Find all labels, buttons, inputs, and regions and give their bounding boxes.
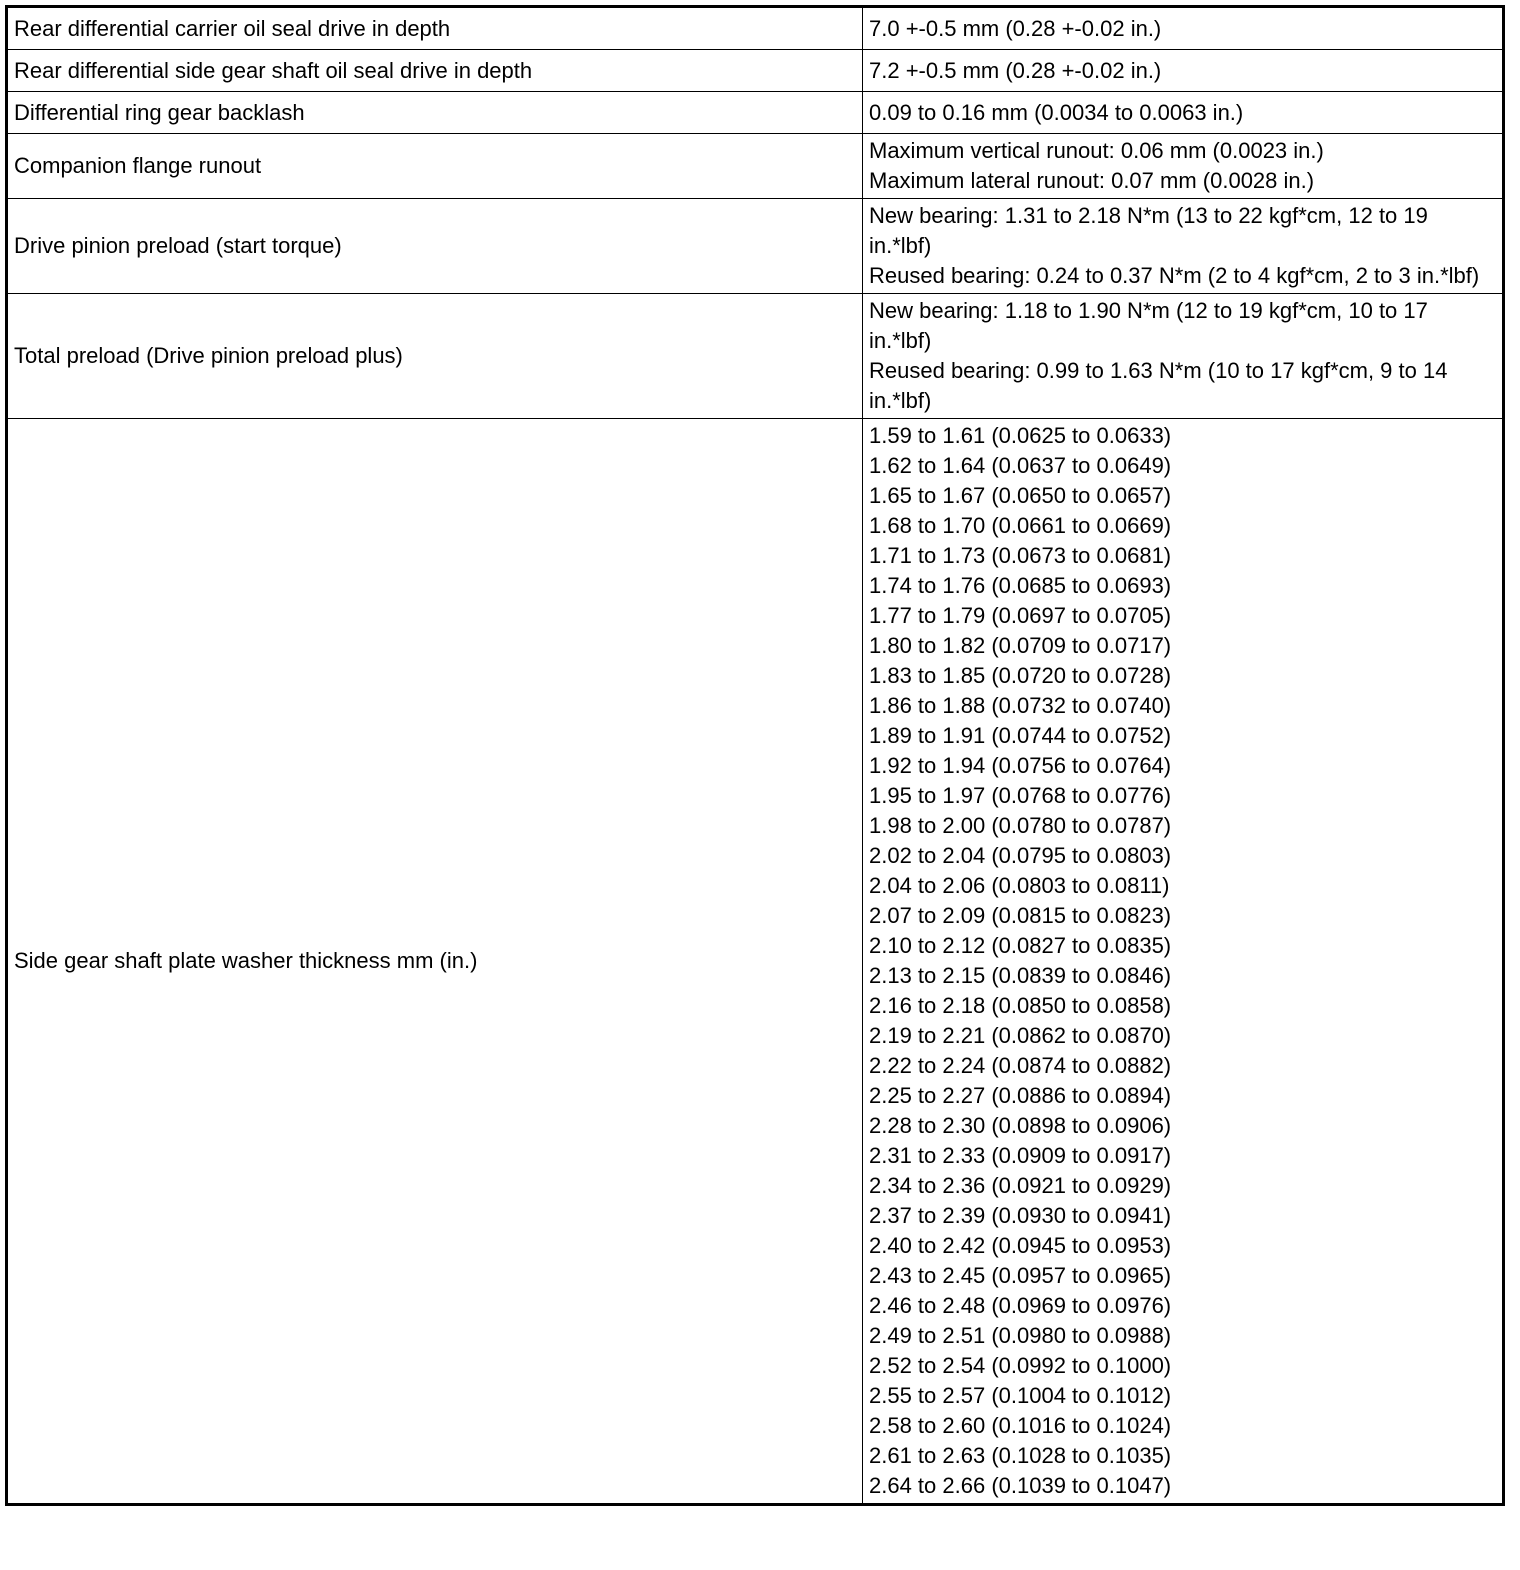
washer-thickness-line: 1.86 to 1.88 (0.0732 to 0.0740) <box>869 693 1172 718</box>
washer-thickness-line: 2.52 to 2.54 (0.0992 to 0.1000) <box>869 1353 1172 1378</box>
washer-thickness-line: 1.77 to 1.79 (0.0697 to 0.0705) <box>869 603 1172 628</box>
spec-table <box>5 5 1505 1506</box>
washer-thickness-line: 2.37 to 2.39 (0.0930 to 0.0941) <box>869 1203 1172 1228</box>
washer-thickness-line: 2.61 to 2.63 (0.1028 to 0.1035) <box>869 1443 1172 1468</box>
washer-thickness-line: 1.68 to 1.70 (0.0661 to 0.0669) <box>869 513 1172 538</box>
spec-value <box>863 294 1504 419</box>
spec-value: 7.2 +-0.5 mm (0.28 +-0.02 in.) <box>863 50 1504 92</box>
spec-value-line: New bearing: 1.18 to 1.90 N*m (12 to 19 kgf*cm, 10 to 17 in.*lbf) <box>869 298 1428 353</box>
table-row-ring-gear-backlash <box>7 92 1504 134</box>
spec-value-line: Reused bearing: 0.99 to 1.63 N*m (10 to 17 kgf*cm, 9 to 14 in.*lbf) <box>869 358 1448 413</box>
washer-thickness-line: 1.98 to 2.00 (0.0780 to 0.0787) <box>869 813 1172 838</box>
spec-value-line: New bearing: 1.31 to 2.18 N*m (13 to 22 kgf*cm, 12 to 19 in.*lbf) <box>869 203 1428 258</box>
spec-label: Rear differential side gear shaft oil seal drive in depth <box>7 50 863 92</box>
table-row-carrier-oil-seal-depth <box>7 7 1504 50</box>
table-row-drive-pinion-preload <box>7 199 1504 294</box>
table-row-side-gear-oil-seal-depth <box>7 50 1504 92</box>
washer-thickness-line: 1.95 to 1.97 (0.0768 to 0.0776) <box>869 783 1172 808</box>
washer-thickness-line: 2.04 to 2.06 (0.0803 to 0.0811) <box>869 873 1170 898</box>
spec-label: Companion flange runout <box>7 134 863 199</box>
washer-thickness-line: 2.25 to 2.27 (0.0886 to 0.0894) <box>869 1083 1172 1108</box>
washer-thickness-line: 1.65 to 1.67 (0.0650 to 0.0657) <box>869 483 1172 508</box>
washer-thickness-line: 1.62 to 1.64 (0.0637 to 0.0649) <box>869 453 1172 478</box>
washer-thickness-line: 2.55 to 2.57 (0.1004 to 0.1012) <box>869 1383 1172 1408</box>
washer-thickness-line: 2.43 to 2.45 (0.0957 to 0.0965) <box>869 1263 1172 1288</box>
washer-thickness-line: 1.83 to 1.85 (0.0720 to 0.0728) <box>869 663 1172 688</box>
spec-value-line: Reused bearing: 0.24 to 0.37 N*m (2 to 4 kgf*cm, 2 to 3 in.*lbf) <box>869 263 1480 288</box>
washer-thickness-line: 1.89 to 1.91 (0.0744 to 0.0752) <box>869 723 1172 748</box>
washer-thickness-line: 2.07 to 2.09 (0.0815 to 0.0823) <box>869 903 1172 928</box>
spec-label: Side gear shaft plate washer thickness mm (in.) <box>7 419 863 1505</box>
washer-thickness-line: 2.16 to 2.18 (0.0850 to 0.0858) <box>869 993 1172 1018</box>
washer-thickness-line: 1.59 to 1.61 (0.0625 to 0.0633) <box>869 423 1172 448</box>
spec-value: 0.09 to 0.16 mm (0.0034 to 0.0063 in.) <box>863 92 1504 134</box>
spec-value <box>863 134 1504 199</box>
washer-thickness-line: 2.40 to 2.42 (0.0945 to 0.0953) <box>869 1233 1172 1258</box>
spec-value: 7.0 +-0.5 mm (0.28 +-0.02 in.) <box>863 7 1504 50</box>
washer-thickness-line: 2.28 to 2.30 (0.0898 to 0.0906) <box>869 1113 1172 1138</box>
washer-thickness-line: 2.34 to 2.36 (0.0921 to 0.0929) <box>869 1173 1172 1198</box>
washer-thickness-line: 2.22 to 2.24 (0.0874 to 0.0882) <box>869 1053 1172 1078</box>
washer-thickness-line: 2.46 to 2.48 (0.0969 to 0.0976) <box>869 1293 1172 1318</box>
washer-thickness-line: 2.10 to 2.12 (0.0827 to 0.0835) <box>869 933 1172 958</box>
washer-thickness-line: 2.02 to 2.04 (0.0795 to 0.0803) <box>869 843 1172 868</box>
spec-label: Rear differential carrier oil seal drive in depth <box>7 7 863 50</box>
table-row-total-preload <box>7 294 1504 419</box>
washer-thickness-line: 1.74 to 1.76 (0.0685 to 0.0693) <box>869 573 1172 598</box>
spec-label: Differential ring gear backlash <box>7 92 863 134</box>
washer-thickness-line: 2.58 to 2.60 (0.1016 to 0.1024) <box>869 1413 1172 1438</box>
spec-value-line: Maximum vertical runout: 0.06 mm (0.0023 in.) <box>869 138 1324 163</box>
washer-thickness-line: 2.64 to 2.66 (0.1039 to 0.1047) <box>869 1473 1172 1498</box>
washer-thickness-line: 1.71 to 1.73 (0.0673 to 0.0681) <box>869 543 1172 568</box>
spec-value <box>863 419 1504 1505</box>
spec-label: Total preload (Drive pinion preload plus) <box>7 294 863 419</box>
spec-value <box>863 199 1504 294</box>
washer-thickness-line: 1.80 to 1.82 (0.0709 to 0.0717) <box>869 633 1172 658</box>
washer-thickness-line: 2.19 to 2.21 (0.0862 to 0.0870) <box>869 1023 1172 1048</box>
washer-thickness-line: 1.92 to 1.94 (0.0756 to 0.0764) <box>869 753 1172 778</box>
washer-thickness-line: 2.31 to 2.33 (0.0909 to 0.0917) <box>869 1143 1172 1168</box>
table-row-plate-washer-thickness <box>7 419 1504 1505</box>
table-row-companion-flange-runout <box>7 134 1504 199</box>
washer-thickness-line: 2.13 to 2.15 (0.0839 to 0.0846) <box>869 963 1172 988</box>
washer-thickness-line: 2.49 to 2.51 (0.0980 to 0.0988) <box>869 1323 1172 1348</box>
spec-label: Drive pinion preload (start torque) <box>7 199 863 294</box>
spec-value-line: Maximum lateral runout: 0.07 mm (0.0028 in.) <box>869 168 1315 193</box>
